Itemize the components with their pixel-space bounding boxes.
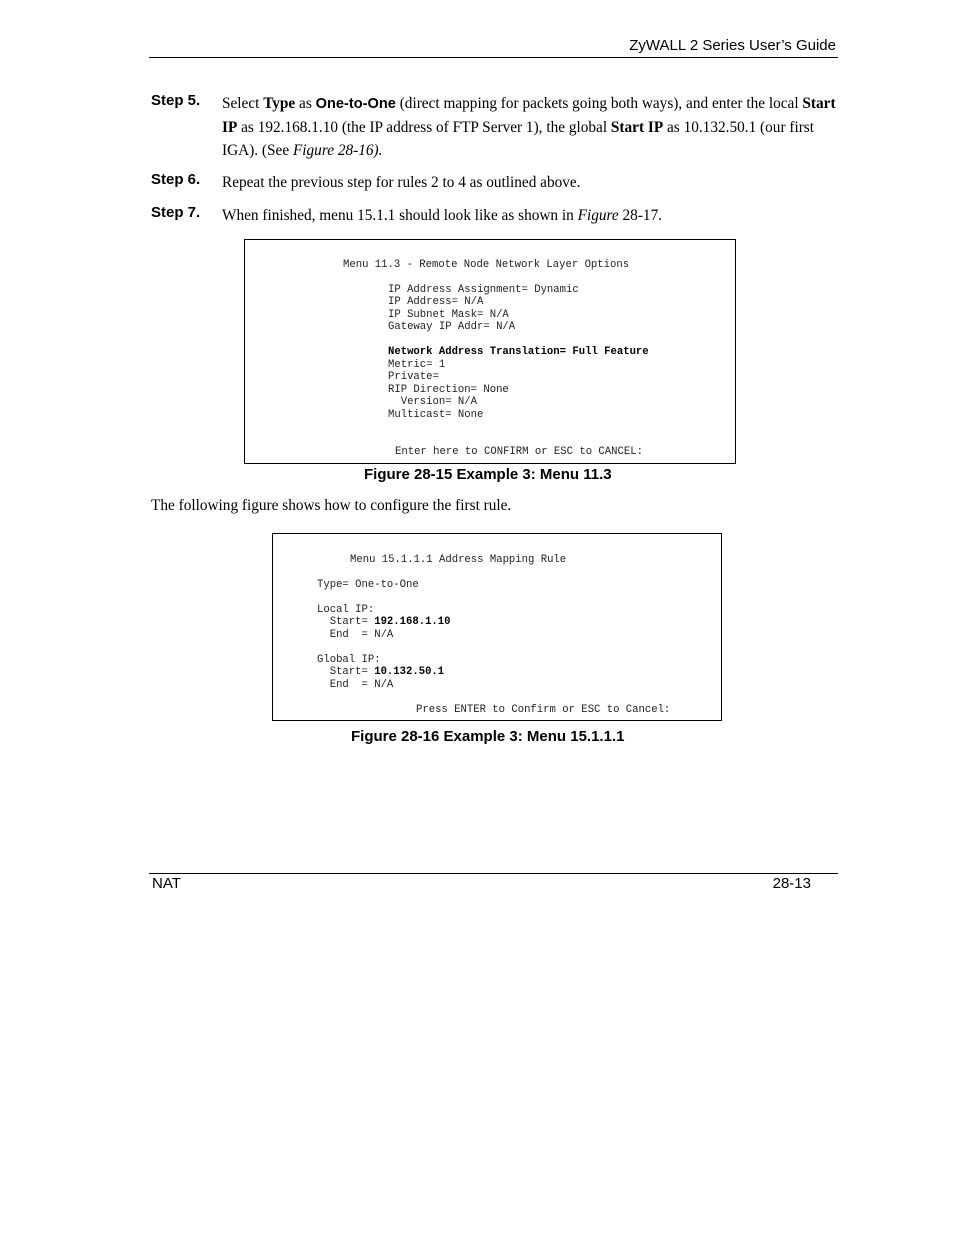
figure-reference: Figure 28-16). (292, 142, 383, 159)
step-label: Step 6. (151, 171, 201, 188)
step-label: Step 7. (151, 204, 201, 221)
ip-address-field: IP Address= N/A (388, 296, 484, 308)
step-text (222, 204, 841, 227)
bold-term-type: Type (263, 95, 296, 112)
terminal-menu-15-1-1-1 (272, 533, 722, 721)
global-end-field: End = N/A (317, 679, 394, 691)
metric-field: Metric= 1 (388, 359, 446, 371)
terminal-menu-11-3 (244, 239, 736, 464)
footer-section-name: NAT (152, 875, 181, 892)
bold-term-start-ip: Start IP (610, 119, 664, 136)
local-start-field (317, 616, 451, 628)
subnet-mask-field: IP Subnet Mask= N/A (388, 309, 509, 321)
step-text (222, 92, 841, 162)
figure-reference: Figure (577, 207, 619, 224)
local-end-field: End = N/A (317, 629, 394, 641)
bold-term-start-ip: Start IP (222, 95, 836, 136)
confirm-prompt: Press ENTER to Confirm or ESC to Cancel: (416, 704, 671, 716)
field-label: Start= (317, 616, 375, 628)
nat-field: Network Address Translation= Full Feature (388, 346, 649, 358)
global-ip-label: Global IP: (317, 654, 381, 666)
figure-caption: Figure 28-15 Example 3: Menu 11.3 (364, 466, 612, 483)
footer-page-number: 28-13 (772, 875, 811, 892)
running-header-title: ZyWALL 2 Series User’s Guide (629, 37, 836, 54)
menu-title: Menu 11.3 - Remote Node Network Layer Options (343, 259, 630, 271)
text-run: as 192.168.1.10 (the IP address of FTP Server 1), the global (237, 119, 611, 136)
gateway-field: Gateway IP Addr= N/A (388, 321, 516, 333)
text-run: When finished, menu 15.1.1 should look like as shown in (222, 207, 578, 224)
text-run: as (295, 95, 316, 112)
intro-paragraph: The following figure shows how to configure the first rule. (151, 497, 512, 514)
step-text: Repeat the previous step for rules 2 to 4 as outlined above. (222, 174, 581, 191)
text-run: as 10.132.50.1 (our first IGA). (See (222, 119, 814, 159)
global-start-field (317, 666, 444, 678)
header-rule (149, 57, 838, 58)
field-value: 192.168.1.10 (374, 616, 451, 628)
multicast-field: Multicast= None (388, 409, 484, 421)
figure-caption: Figure 28-16 Example 3: Menu 15.1.1.1 (351, 728, 625, 745)
bold-term-one-to-one: One-to-One (315, 96, 396, 112)
text-run: 28-17. (618, 207, 663, 224)
text-run: Select (222, 95, 264, 112)
menu-title: Menu 15.1.1.1 Address Mapping Rule (350, 554, 567, 566)
private-field: Private= (388, 371, 439, 383)
type-field: Type= One-to-One (317, 579, 419, 591)
ip-assignment-field: IP Address Assignment= Dynamic (388, 284, 579, 296)
field-label: Start= (317, 666, 375, 678)
rip-direction-field: RIP Direction= None (388, 384, 509, 396)
footer-rule (149, 873, 838, 874)
version-field: Version= N/A (388, 396, 478, 408)
confirm-prompt: Enter here to CONFIRM or ESC to CANCEL: (395, 446, 643, 458)
field-value: 10.132.50.1 (374, 666, 445, 678)
step-label: Step 5. (151, 92, 201, 109)
local-ip-label: Local IP: (317, 604, 375, 616)
text-run: (direct mapping for packets going both ways), and enter the local (395, 95, 803, 112)
